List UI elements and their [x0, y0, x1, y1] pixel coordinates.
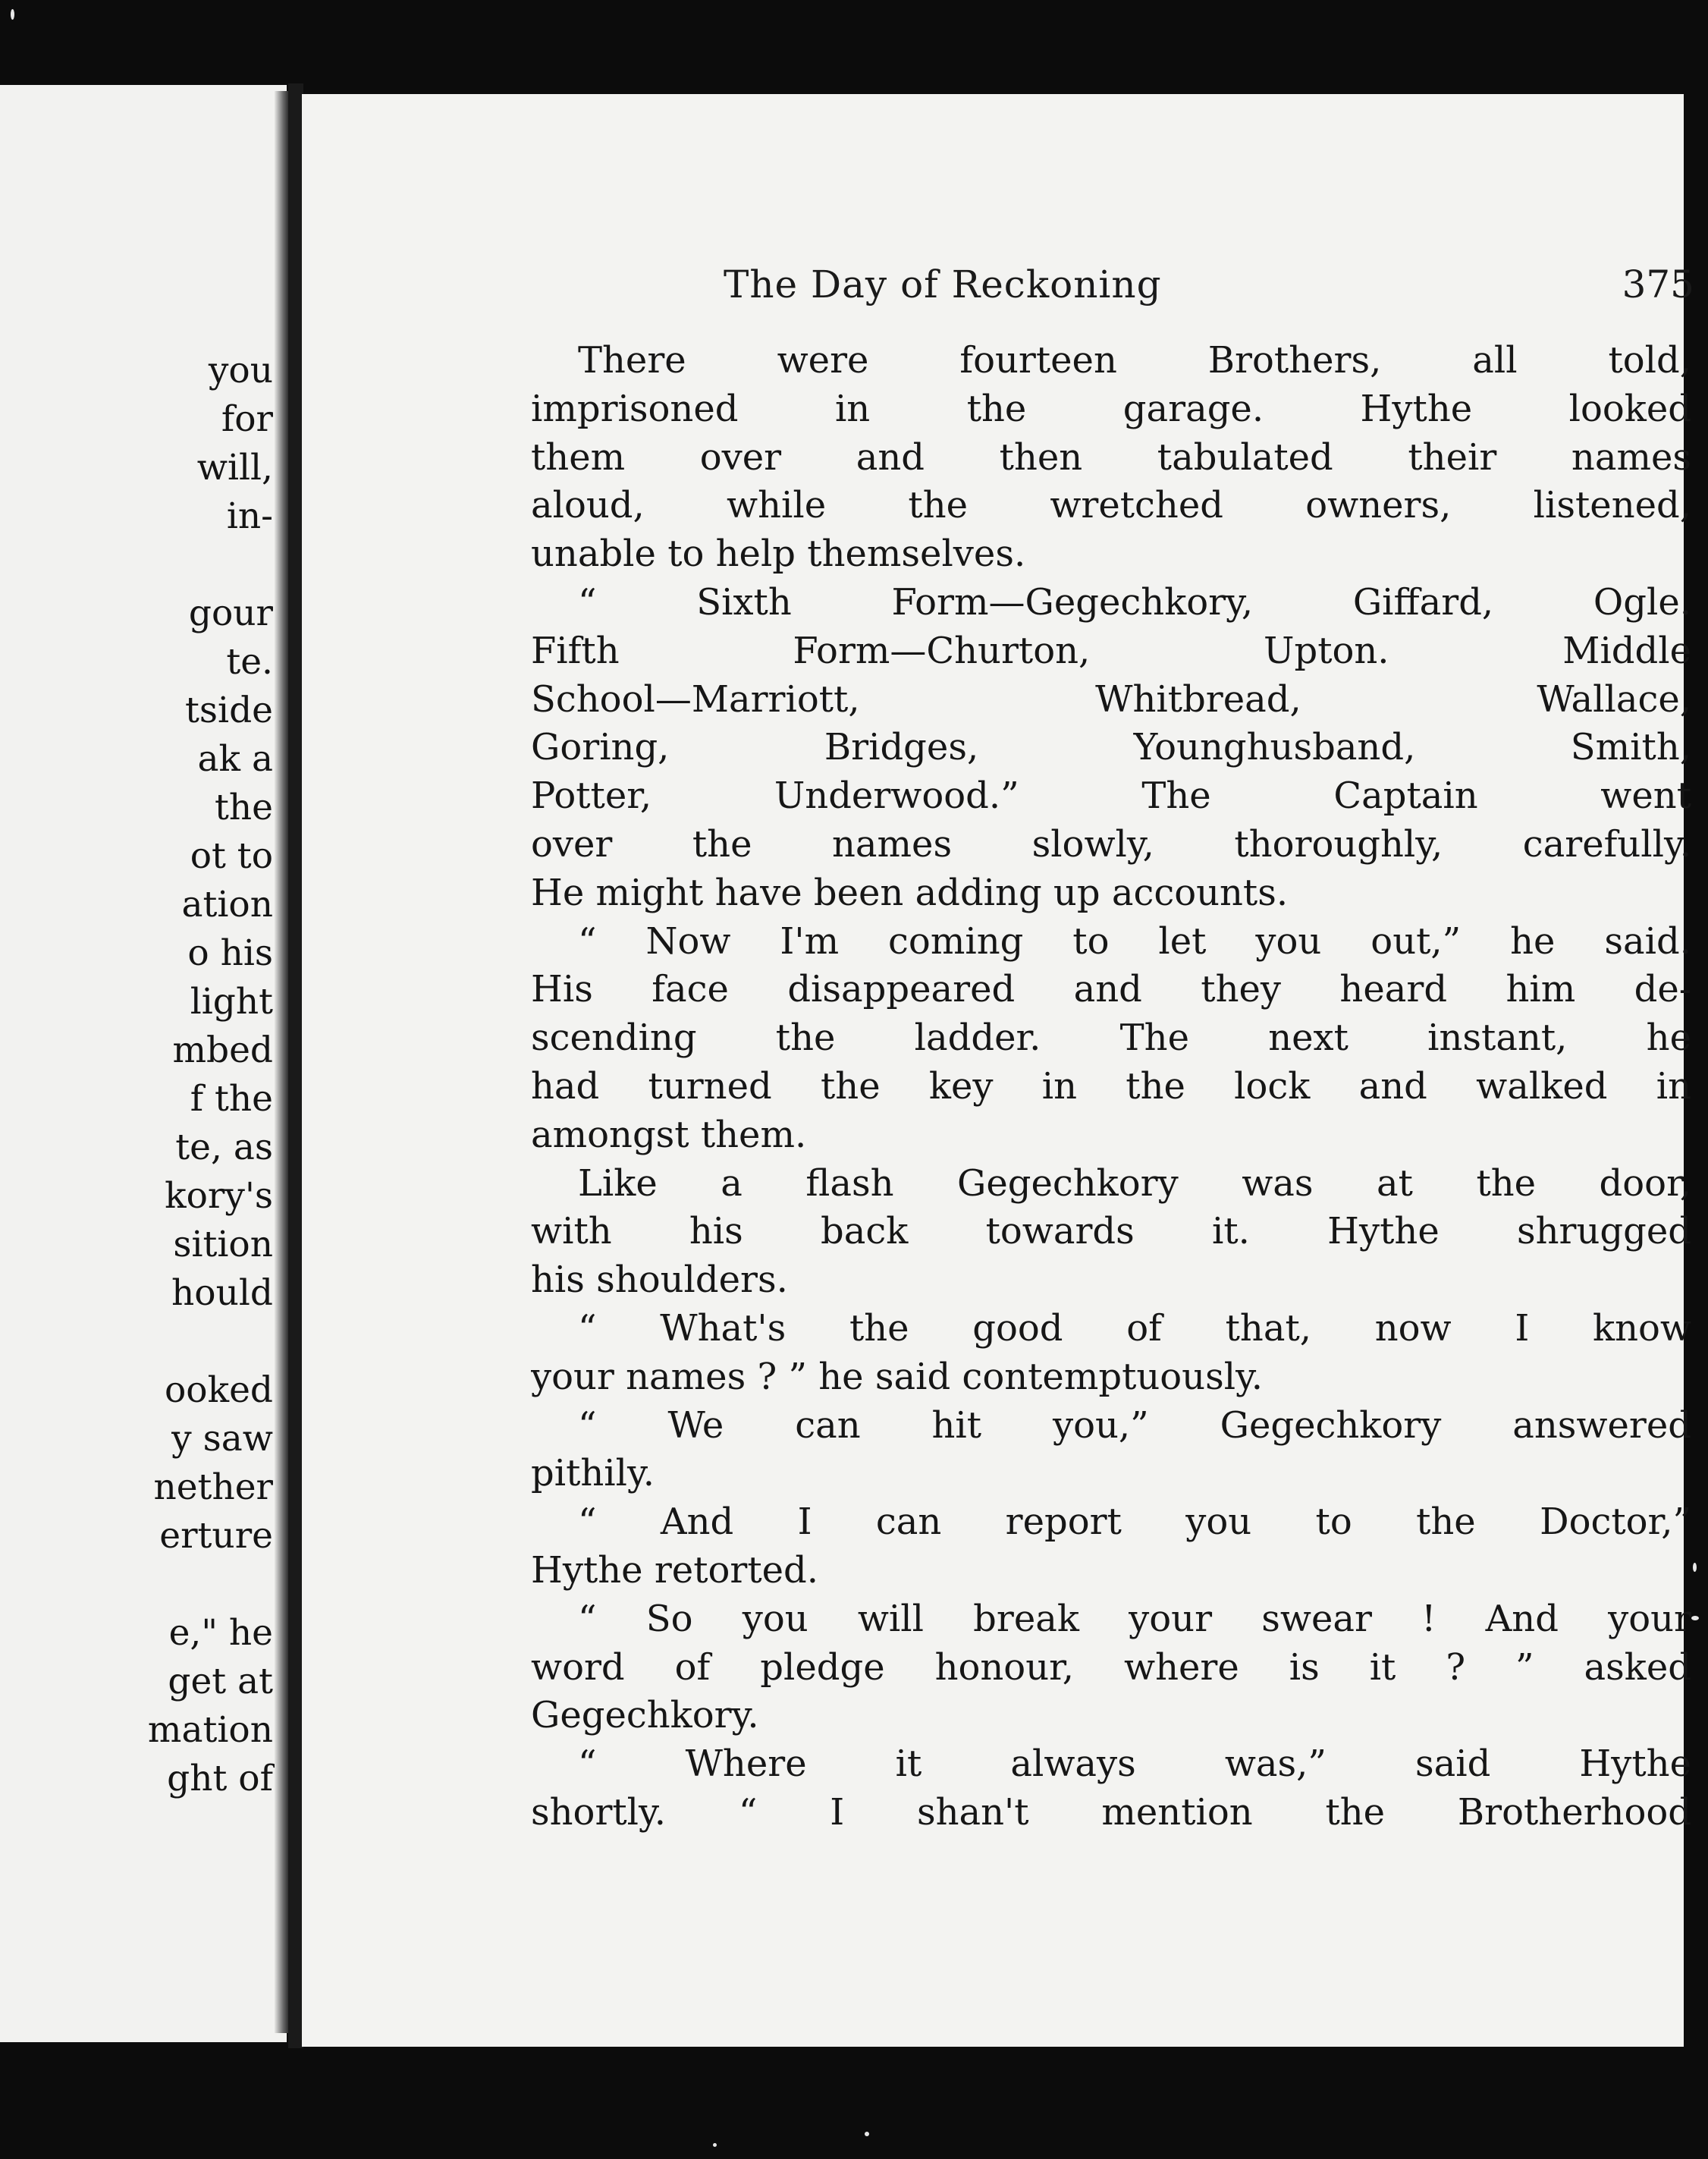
previous-page-line: ght of: [167, 1758, 273, 1799]
text-line: “ Where it always was,” said Hythe: [578, 1743, 1691, 1786]
text-line: them over and then tabulated their names: [531, 435, 1691, 479]
text-line: His face disappeared and they heard him de-: [531, 968, 1691, 1011]
gutter-shadow: [288, 83, 303, 2048]
previous-page-line: the: [215, 787, 273, 828]
text-line: scending the ladder. The next instant, he: [531, 1017, 1691, 1060]
text-line: shortly. “ I shan't mention the Brotherhood: [531, 1790, 1691, 1834]
text-line: Gegechkory.: [531, 1694, 759, 1737]
paragraph-gap: [148, 1318, 273, 1366]
previous-page-line: f the: [190, 1078, 273, 1120]
previous-page-line: you: [208, 350, 273, 391]
text-line: There were fourteen Brothers, all told,: [578, 339, 1691, 382]
chapter-title: The Day of Reckoning: [724, 262, 1162, 306]
text-line: “ Now I'm coming to let you out,” he said.: [578, 919, 1691, 963]
text-line: over the names slowly, thoroughly, carefully.: [531, 822, 1691, 866]
text-line: aloud, while the wretched owners, listened,: [531, 484, 1691, 527]
previous-page-line: e," he: [168, 1612, 273, 1654]
previous-page-line: in-: [226, 495, 273, 537]
text-line: with his back towards it. Hythe shrugged: [531, 1210, 1691, 1253]
text-line: unable to help themselves.: [531, 533, 1026, 576]
previous-page-line: o his: [187, 932, 273, 974]
paragraph-gap: [148, 541, 273, 589]
text-line: “ And I can report you to the Doctor,”: [578, 1501, 1691, 1544]
scan-speck: [713, 2143, 717, 2147]
previous-page-line: mation: [147, 1709, 273, 1751]
previous-page-line: for: [221, 398, 273, 440]
previous-page-line: ak a: [197, 738, 273, 780]
scan-speck: [1693, 1563, 1697, 1572]
text-line: Fifth Form—Churton, Upton. Middle: [531, 629, 1691, 672]
previous-page-line: gour: [188, 592, 273, 634]
previous-page-line: te, as: [175, 1127, 273, 1168]
previous-page-line: te.: [226, 641, 273, 683]
scan-speck: [1691, 1616, 1699, 1620]
text-line: word of pledge honour, where is it ? ” asked: [531, 1645, 1691, 1689]
text-line: “ What's the good of that, now I know: [578, 1306, 1691, 1350]
current-page: [302, 94, 1694, 2047]
text-line: “ So you will break your swear ! And your: [578, 1597, 1691, 1640]
text-line: his shoulders.: [531, 1259, 788, 1302]
page-body: [531, 337, 1691, 1837]
previous-page-line: will,: [196, 447, 273, 489]
previous-page-line: light: [190, 981, 273, 1023]
previous-page-line: kory's: [165, 1175, 273, 1217]
text-line: “ We can hit you,” Gegechkory answered: [578, 1403, 1691, 1447]
running-head: [724, 262, 1694, 323]
text-line: Hythe retorted.: [531, 1548, 819, 1592]
previous-page-text: [148, 347, 273, 1803]
paragraph-gap: [148, 1560, 273, 1609]
previous-page-line: ooked: [165, 1369, 273, 1411]
scan-speck: [11, 9, 14, 20]
previous-page-line: tside: [185, 690, 273, 731]
text-line: School—Marriott, Whitbread, Wallace,: [531, 677, 1691, 721]
previous-page-line: y saw: [171, 1418, 273, 1460]
previous-page-line: mbed: [172, 1029, 273, 1071]
text-line: Potter, Underwood.” The Captain went: [531, 775, 1691, 818]
previous-page-line: sition: [173, 1224, 273, 1265]
text-line: He might have been adding up accounts.: [531, 871, 1289, 914]
text-line: pithily.: [531, 1452, 655, 1495]
previous-page-line: ot to: [190, 835, 273, 877]
text-line: your names ? ” he said contemptuously.: [531, 1355, 1264, 1398]
previous-page-fragment: [0, 85, 287, 2042]
text-line: amongst them.: [531, 1113, 807, 1156]
text-line: Like a flash Gegechkory was at the door,: [578, 1161, 1691, 1205]
text-line: “ Sixth Form—Gegechkory, Giffard, Ogle.: [578, 580, 1691, 624]
text-line: Goring, Bridges, Younghusband, Smith,: [531, 726, 1691, 769]
text-line: had turned the key in the lock and walked in: [531, 1064, 1691, 1108]
previous-page-line: get at: [168, 1661, 273, 1702]
page-number: 375: [1622, 262, 1694, 306]
previous-page-line: nether: [153, 1466, 273, 1508]
text-line: imprisoned in the garage. Hythe looked: [531, 387, 1691, 430]
previous-page-line: ation: [181, 884, 273, 926]
scan-speck: [865, 2132, 869, 2136]
previous-page-line: hould: [171, 1272, 273, 1314]
previous-page-line: erture: [159, 1515, 273, 1557]
